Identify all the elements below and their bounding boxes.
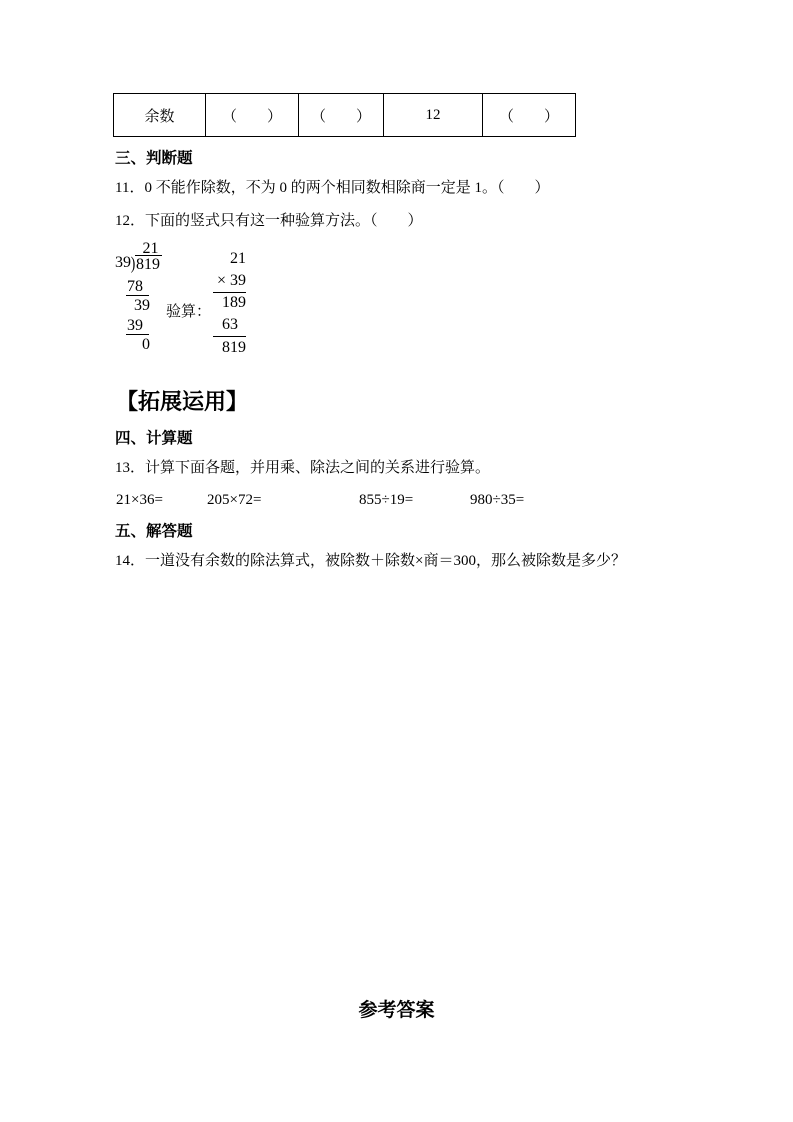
expression-3: 855÷19= (359, 492, 414, 508)
question-13: 13．计算下面各题，并用乘、除法之间的关系进行验算。 (115, 460, 491, 476)
expression-2: 205×72= (207, 492, 262, 508)
mult-product: 819 (222, 339, 246, 356)
question-14: 14．一道没有余数的除法算式，被除数＋除数×商＝300，那么被除数是多少？ (115, 553, 626, 569)
mult-partial-1: 189 (222, 294, 246, 311)
division-step-1: 78 (127, 278, 143, 295)
table-cell-blank: （ ） (206, 94, 299, 137)
expression-4: 980÷35= (470, 492, 525, 508)
table-cell-blank: （ ） (483, 94, 576, 137)
expansion-heading: 【拓展运用】 (116, 389, 249, 414)
division-divisor: 39 (115, 254, 131, 271)
division-step-2: 39 (134, 297, 150, 314)
division-rule-1 (126, 295, 149, 296)
mult-multiplier: × 39 (213, 273, 246, 293)
table-cell-blank: （ ） (299, 94, 384, 137)
division-row (115, 255, 162, 273)
division-dividend: 819 (136, 256, 160, 273)
division-step-3: 39 (127, 317, 143, 334)
section-heading-solve: 五、解答题 (115, 523, 193, 540)
division-remainder: 0 (142, 336, 150, 353)
table-row (114, 94, 576, 137)
division-quotient: 21 (142, 240, 159, 257)
section-heading-calc: 四、计算题 (115, 430, 193, 447)
question-12: 12．下面的竖式只有这一种验算方法。（ ） (115, 213, 423, 229)
table-cell-label: 余数 (114, 94, 206, 137)
mult-multiplicand: 21 (230, 250, 246, 267)
mult-partial-2: 63 (213, 317, 246, 337)
question-11: 11．0 不能作除数，不为 0 的两个相同数相除商一定是 1。（ ） (115, 180, 550, 196)
division-rule-2 (126, 334, 149, 335)
remainder-table (113, 93, 576, 137)
verification-multiplication-figure (213, 251, 246, 363)
answers-title: 参考答案 (358, 1000, 435, 1021)
division-bracket: ) (130, 253, 136, 273)
expression-1: 21×36= (116, 492, 163, 508)
table-cell-value: 12 (384, 94, 483, 137)
section-heading-judge: 三、判断题 (115, 150, 193, 167)
verification-label: 验算： (166, 304, 212, 320)
